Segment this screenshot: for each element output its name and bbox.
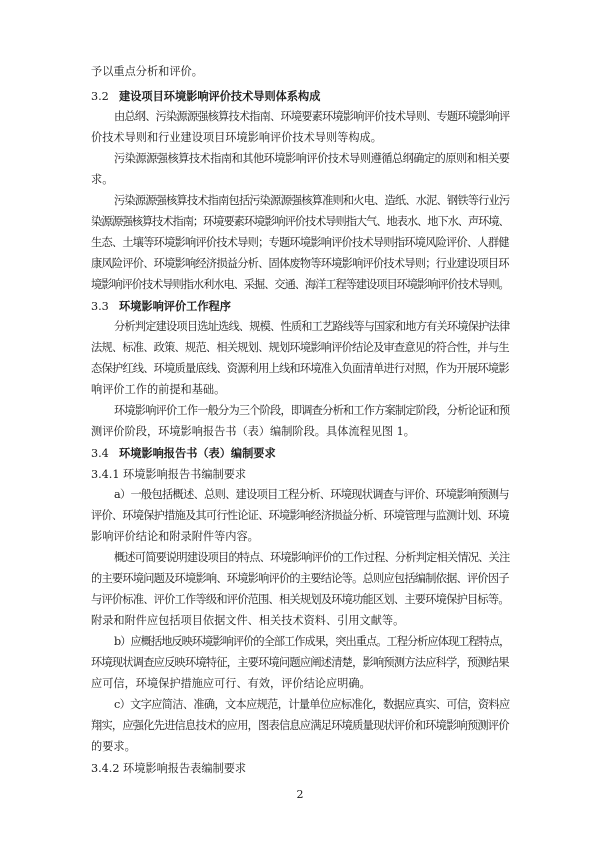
paragraph-line: 污染源源强核算技术指南和其他环境影响评价技术导则遵循总纲确定的原则和相关要 bbox=[114, 152, 510, 165]
paragraph-line: 环境现状调查应反映环境特征，主要环境问题应阐述清楚，影响预测方法应科学，预测结果 bbox=[91, 656, 509, 669]
paragraph-line: 价技术导则和行业建设项目环境影响评价技术导则等构成。 bbox=[91, 131, 382, 144]
paragraph-line: 测评价阶段，环境影响报告书（表）编制阶段。具体流程见图 1。 bbox=[91, 425, 415, 438]
paragraph-line: 法规、标准、政策、规范、相关规划、规划环境影响评价结论及审查意见的符合性，并与生 bbox=[91, 341, 509, 354]
section-title: 环境影响评价工作程序 bbox=[119, 300, 231, 313]
section-number: 3.4.2 bbox=[91, 762, 120, 775]
paragraph-line: c）文字应简洁、准确，文本应规范，计量单位应标准化，数据应真实、可信，资料应 bbox=[114, 698, 510, 711]
paragraph-line: 由总纲、污染源源强核算技术指南、环境要素环境影响评价技术导则、专题环境影响评 bbox=[114, 110, 510, 123]
paragraph-line: 概述可简要说明建设项目的特点、环境影响评价的工作过程、分析判定相关情况、关注 bbox=[114, 551, 510, 564]
paragraph-line: a）一般包括概述、总则、建设项目工程分析、环境现状调查与评价、环境影响预测与 bbox=[114, 488, 509, 501]
subsection-heading bbox=[91, 466, 246, 482]
section-number: 3.4 bbox=[91, 447, 109, 460]
paragraph-line: 影响评价结论和附录附件等内容。 bbox=[91, 530, 259, 543]
section-number: 3.2 bbox=[91, 90, 109, 103]
section-title: 环境影响报告表编制要求 bbox=[123, 762, 247, 775]
paragraph-line: 的主要环境问题及环境影响、环境影响评价的主要结论等。总则应包括编制依据、评价因子 bbox=[91, 572, 509, 585]
section-number: 3.3 bbox=[91, 300, 109, 313]
paragraph-line: 附录和附件应包括项目依据文件、相关技术资料、引用文献等。 bbox=[91, 614, 405, 627]
paragraph-line: 与评价标准、评价工作等级和评价范围、相关规划及环境功能区划、主要环境保护目标等。 bbox=[91, 593, 509, 606]
section-heading bbox=[91, 88, 320, 104]
paragraph-line: 评价、环境保护措施及其可行性论证、环境影响经济损益分析、环境管理与监测计划、环境 bbox=[91, 509, 509, 522]
paragraph-line: 求。 bbox=[91, 173, 114, 186]
paragraph-line: 响评价工作的前提和基础。 bbox=[91, 383, 226, 396]
paragraph-line: 应可信，环境保护措施应可行、有效，评价结论应明确。 bbox=[91, 677, 371, 690]
section-number: 3.4.1 bbox=[91, 468, 120, 481]
paragraph-line: 翔实，应强化先进信息技术的应用，图表信息应满足环境质量现状评价和环境影响预测评价 bbox=[91, 719, 509, 732]
paragraph-line: 康风险评价、环境影响经济损益分析、固体废物等环境影响评价技术导则；行业建设项目环 bbox=[91, 257, 509, 270]
paragraph-line: 予以重点分析和评价。 bbox=[91, 65, 203, 78]
paragraph-line: 的要求。 bbox=[91, 740, 136, 753]
paragraph-line: 生态、土壤等环境影响评价技术导则；专题环境影响评价技术导则指环境风险评价、人群健 bbox=[91, 236, 509, 249]
paragraph-line: b）应概括地反映环境影响评价的全部工作成果，突出重点。工程分析应体现工程特点， bbox=[114, 635, 510, 648]
paragraph-line: 分析判定建设项目选址选线、规模、性质和工艺路线等与国家和地方有关环境保护法律 bbox=[114, 320, 510, 333]
section-heading bbox=[91, 445, 276, 461]
page-number: 2 bbox=[296, 788, 304, 801]
section-heading bbox=[91, 298, 231, 314]
section-title: 环境影响报告书编制要求 bbox=[123, 468, 247, 481]
paragraph-line: 态保护红线、环境质量底线、资源利用上线和环境准入负面清单进行对照，作为开展环境影 bbox=[91, 362, 509, 375]
paragraph-line: 环境影响评价工作一般分为三个阶段，即调查分析和工作方案制定阶段，分析论证和预 bbox=[114, 404, 510, 417]
section-title: 环境影响报告书（表）编制要求 bbox=[119, 447, 276, 460]
paragraph-line: 污染源源强核算技术指南包括污染源源强核算准则和火电、造纸、水泥、钢铁等行业污 bbox=[114, 194, 510, 207]
subsection-heading bbox=[91, 760, 246, 776]
paragraph-line: 染源源强核算技术指南；环境要素环境影响评价技术导则指大气、地表水、地下水、声环境、 bbox=[91, 215, 509, 228]
paragraph-line: 境影响评价技术导则指水利水电、采掘、交通、海洋工程等建设项目环境影响评价技术导则。 bbox=[91, 278, 509, 291]
section-title: 建设项目环境影响评价技术导则体系构成 bbox=[119, 90, 321, 103]
